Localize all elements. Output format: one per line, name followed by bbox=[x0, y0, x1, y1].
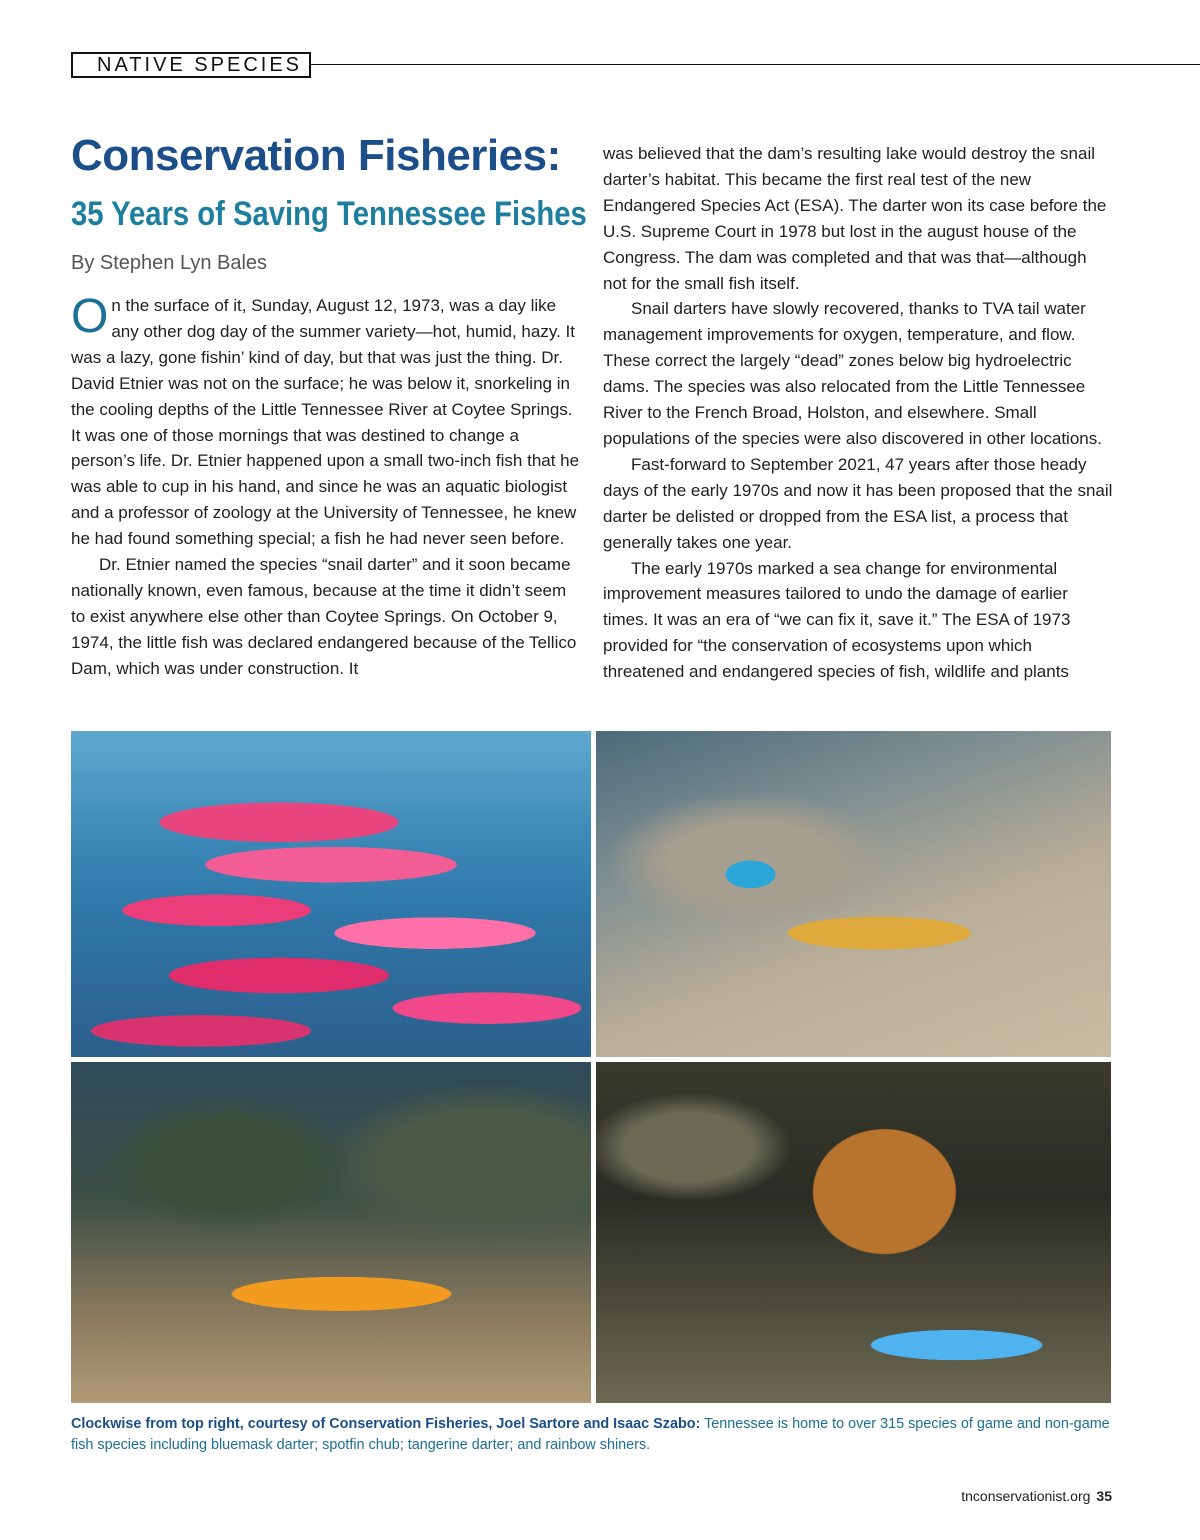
paragraph bbox=[71, 290, 583, 552]
section-divider bbox=[311, 64, 1200, 65]
paragraph-text: n the surface of it, Sunday, August 12, 1973, was a day like any other dog day of the summer variety—hot, humid, hazy. It was a lazy, gone fishin’ kind of day, but that was just the thing. Dr. David Etnier was not on the surface; he was below it, snorkeling in the cooling depths of the Little Tennessee River at Coytee Springs. It was one of those mornings that was destined to change a person’s life. Dr. Etnier happened upon a small two-inch fish that he was able to cup in his hand, and since he was an aquatic biologist and a professor of zoology at the University of Tennessee, he knew he had found something special; a fish he had never seen before. bbox=[71, 296, 580, 549]
footer-site: tnconservationist.org bbox=[961, 1488, 1091, 1504]
photo-caption bbox=[71, 1414, 1116, 1456]
paragraph: The early 1970s marked a sea change for environmental improvement measures tailored to undo the damage of earlier times. It was an era of “we can fix it, save it.” The ESA of 1973 provided for “the conservation of ecosystems upon which threatened and endangered species of fish, wildlife and plants bbox=[603, 558, 1071, 682]
page-footer bbox=[961, 1488, 1112, 1504]
photo-credit: Clockwise from top right, courtesy of Conservation Fisheries, Joel Sartore and Isaac Szabo: bbox=[71, 1416, 701, 1432]
rainbow-shiners-photo bbox=[71, 731, 591, 1057]
article-column-left bbox=[71, 290, 583, 682]
paragraph: was believed that the dam’s resulting lake would destroy the snail darter’s habitat. This became the first real test of the new Endangered Species Act (ESA). The darter won its case before the U.S. Supreme Court in 1978 but lost in the august house of the Congress. The dam was completed and that was that—although not for the small fish itself. bbox=[603, 144, 1107, 293]
paragraph: Fast-forward to September 2021, 47 years after those heady days of the early 1970s and now it has been proposed that the snail darter be delisted or dropped from the ESA list, a process that generally takes one year. bbox=[603, 454, 1113, 552]
bluemask-darter-photo bbox=[596, 731, 1111, 1057]
article-column-right bbox=[603, 141, 1113, 685]
tangerine-darter-photo bbox=[71, 1062, 591, 1403]
spotfin-chub-photo bbox=[596, 1062, 1111, 1403]
byline: By Stephen Lyn Bales bbox=[71, 252, 268, 274]
caption-text: Tennessee is home to over 315 species of game and non-game fish species including bluemask darter; spotfin chub; tangerine darter; and rainbow shiners. bbox=[71, 1416, 1110, 1453]
section-tag: NATIVE SPECIES bbox=[71, 52, 311, 78]
page-number: 35 bbox=[1096, 1488, 1112, 1504]
article-subtitle: 35 Years of Saving Tennessee Fishes bbox=[71, 195, 587, 233]
article-title: Conservation Fisheries: bbox=[71, 131, 561, 180]
drop-cap: O bbox=[71, 290, 109, 343]
paragraph: Snail darters have slowly recovered, thanks to TVA tail water management improvements for oxygen, temperature, and flow. These correct the largely “dead” zones below big hydroelectric dams. The species was also relocated from the Little Tennessee River to the French Broad, Holston, and elsewhere. Small populations of the species were also discovered in other locations. bbox=[603, 299, 1102, 448]
paragraph: Dr. Etnier named the species “snail darter” and it soon became nationally known, even famous, because at the time it didn’t seem to exist anywhere else other than Coytee Springs. On October 9, 1974, the little fish was declared endangered because of the Tellico Dam, which was under construction. It bbox=[71, 555, 577, 678]
